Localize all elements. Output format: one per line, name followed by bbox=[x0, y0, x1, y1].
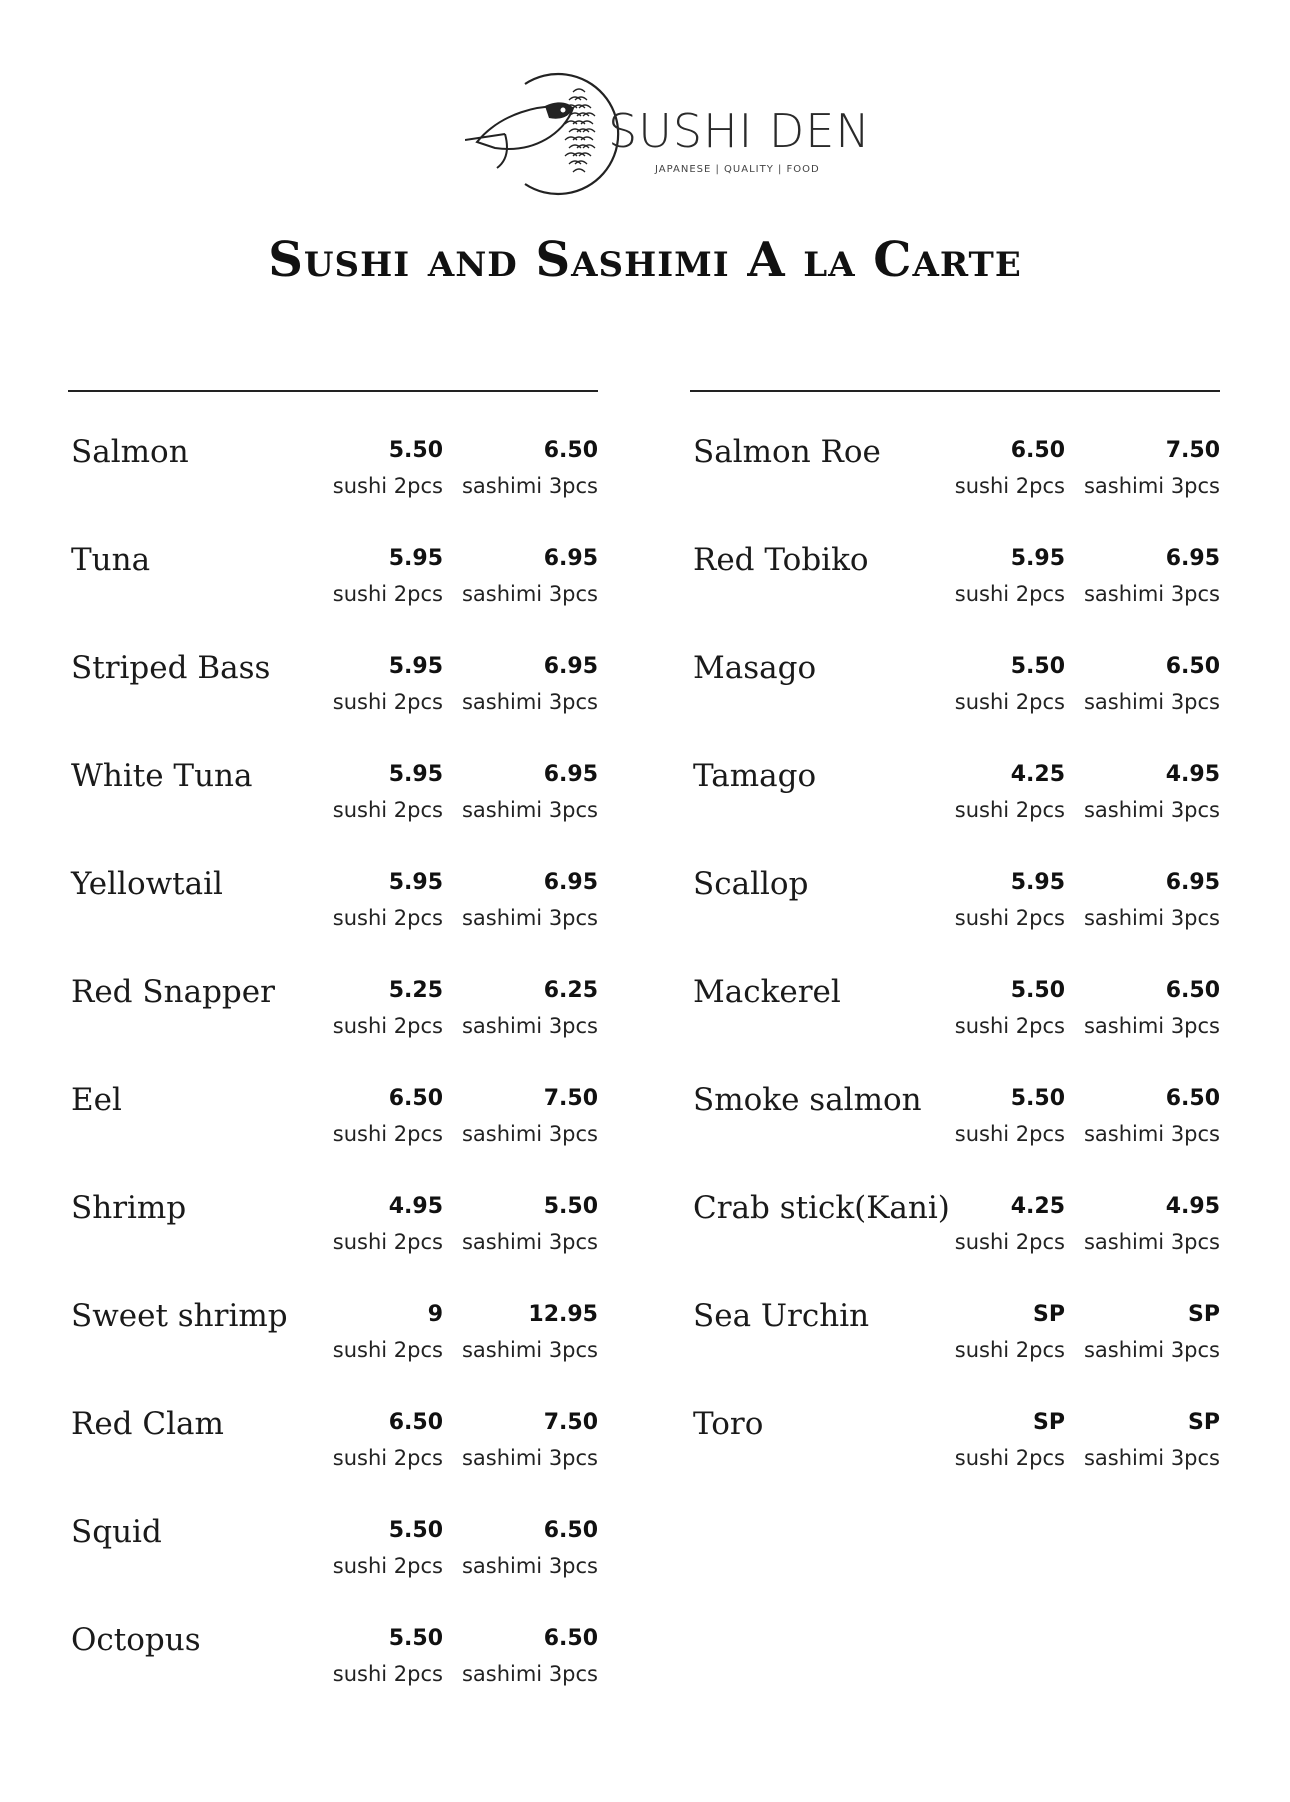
menu-item-name: Masago bbox=[693, 650, 817, 686]
sashimi-portion-label: sashimi 3pcs bbox=[1083, 474, 1220, 498]
sashimi-price-block bbox=[462, 758, 598, 828]
menu-item bbox=[68, 1404, 598, 1512]
menu-item-name: Sea Urchin bbox=[693, 1298, 870, 1334]
sushi-portion-label: sushi 2pcs bbox=[954, 906, 1065, 930]
sashimi-price: 6.50 bbox=[1165, 978, 1220, 1003]
sashimi-price-block bbox=[462, 542, 598, 612]
sushi-price: 9 bbox=[427, 1302, 443, 1327]
sashimi-price: 6.25 bbox=[543, 978, 598, 1003]
menu-item-name: Red Clam bbox=[71, 1406, 224, 1442]
sushi-price-block bbox=[955, 866, 1065, 936]
sushi-portion-label: sushi 2pcs bbox=[954, 582, 1065, 606]
sushi-price-block bbox=[333, 1406, 443, 1476]
sashimi-portion-label: sashimi 3pcs bbox=[461, 1014, 598, 1038]
sushi-price-block bbox=[333, 434, 443, 504]
sushi-price: 5.50 bbox=[1010, 978, 1065, 1003]
menu-list-left bbox=[68, 432, 598, 1728]
sashimi-price-block bbox=[462, 1406, 598, 1476]
sushi-price-block bbox=[955, 434, 1065, 504]
menu-list-right bbox=[690, 432, 1220, 1512]
column-divider bbox=[690, 390, 1220, 392]
sashimi-portion-label: sashimi 3pcs bbox=[461, 906, 598, 930]
sushi-price: 5.95 bbox=[388, 870, 443, 895]
sashimi-price: 6.50 bbox=[1165, 1086, 1220, 1111]
menu-item bbox=[690, 1188, 1220, 1296]
sashimi-portion-label: sashimi 3pcs bbox=[461, 474, 598, 498]
sushi-portion-label: sushi 2pcs bbox=[954, 1014, 1065, 1038]
sushi-price-block bbox=[955, 542, 1065, 612]
menu-item bbox=[68, 1188, 598, 1296]
menu-item-name: Red Snapper bbox=[71, 974, 275, 1010]
menu-item bbox=[690, 864, 1220, 972]
sushi-price: 6.50 bbox=[388, 1410, 443, 1435]
sushi-price: SP bbox=[1033, 1302, 1065, 1327]
menu-item bbox=[68, 756, 598, 864]
sashimi-portion-label: sashimi 3pcs bbox=[461, 1122, 598, 1146]
menu-item bbox=[68, 972, 598, 1080]
sushi-portion-label: sushi 2pcs bbox=[332, 1446, 443, 1470]
menu-item-name: Eel bbox=[71, 1082, 122, 1118]
sushi-price: 5.95 bbox=[388, 762, 443, 787]
sashimi-portion-label: sashimi 3pcs bbox=[461, 1230, 598, 1254]
sushi-price-block bbox=[955, 1406, 1065, 1476]
menu-item bbox=[68, 1620, 598, 1728]
sashimi-price: SP bbox=[1188, 1410, 1220, 1435]
sushi-price-block bbox=[333, 974, 443, 1044]
sashimi-price-block bbox=[462, 1622, 598, 1692]
menu-item-name: Tamago bbox=[693, 758, 817, 794]
sushi-price: 4.25 bbox=[1010, 1194, 1065, 1219]
menu-item bbox=[690, 1404, 1220, 1512]
sashimi-price-block bbox=[462, 1514, 598, 1584]
column-divider bbox=[68, 390, 598, 392]
sashimi-price: 6.95 bbox=[543, 762, 598, 787]
sashimi-price-block bbox=[462, 974, 598, 1044]
menu-item-name: Octopus bbox=[71, 1622, 201, 1658]
menu-item-name: Crab stick(Kani) bbox=[693, 1190, 950, 1226]
menu-item bbox=[68, 1296, 598, 1404]
menu-item-name: Salmon bbox=[71, 434, 189, 470]
sashimi-price-block bbox=[462, 1190, 598, 1260]
sushi-portion-label: sushi 2pcs bbox=[954, 1338, 1065, 1362]
sashimi-price: 6.95 bbox=[543, 870, 598, 895]
sashimi-price: 6.95 bbox=[1165, 870, 1220, 895]
sashimi-price: 6.50 bbox=[543, 438, 598, 463]
sashimi-price-block bbox=[462, 1298, 598, 1368]
sashimi-portion-label: sashimi 3pcs bbox=[1083, 798, 1220, 822]
sushi-portion-label: sushi 2pcs bbox=[332, 1122, 443, 1146]
sushi-price-block bbox=[333, 1298, 443, 1368]
sashimi-price-block bbox=[1084, 758, 1220, 828]
sashimi-price-block bbox=[1084, 1298, 1220, 1368]
sashimi-price: 4.95 bbox=[1165, 762, 1220, 787]
menu-column-left bbox=[68, 390, 598, 1728]
sashimi-portion-label: sashimi 3pcs bbox=[1083, 1122, 1220, 1146]
menu-item-name: Red Tobiko bbox=[693, 542, 869, 578]
sushi-price: 5.50 bbox=[388, 1626, 443, 1651]
menu-item-name: Squid bbox=[71, 1514, 162, 1550]
sushi-price: 5.50 bbox=[388, 1518, 443, 1543]
sashimi-portion-label: sashimi 3pcs bbox=[461, 690, 598, 714]
sashimi-price: SP bbox=[1188, 1302, 1220, 1327]
sushi-portion-label: sushi 2pcs bbox=[332, 690, 443, 714]
sushi-portion-label: sushi 2pcs bbox=[332, 1230, 443, 1254]
page-title: Sushi and Sashimi A la Carte bbox=[268, 232, 1022, 288]
sashimi-portion-label: sashimi 3pcs bbox=[1083, 582, 1220, 606]
menu-item-name: White Tuna bbox=[71, 758, 253, 794]
menu-item bbox=[68, 864, 598, 972]
sushi-portion-label: sushi 2pcs bbox=[332, 906, 443, 930]
sushi-price-block bbox=[955, 974, 1065, 1044]
menu-item bbox=[68, 432, 598, 540]
sushi-price-block bbox=[955, 1298, 1065, 1368]
sushi-price-block bbox=[333, 758, 443, 828]
sushi-portion-label: sushi 2pcs bbox=[332, 1662, 443, 1686]
sushi-portion-label: sushi 2pcs bbox=[954, 690, 1065, 714]
sushi-price-block bbox=[333, 1514, 443, 1584]
menu-item-name: Sweet shrimp bbox=[71, 1298, 288, 1334]
sashimi-price: 5.50 bbox=[543, 1194, 598, 1219]
menu-item bbox=[68, 540, 598, 648]
sushi-price: 4.25 bbox=[1010, 762, 1065, 787]
menu-item bbox=[68, 1080, 598, 1188]
menu-item bbox=[68, 1512, 598, 1620]
sushi-price: 4.95 bbox=[388, 1194, 443, 1219]
sashimi-portion-label: sashimi 3pcs bbox=[461, 798, 598, 822]
sushi-portion-label: sushi 2pcs bbox=[954, 1122, 1065, 1146]
sashimi-price: 6.50 bbox=[1165, 654, 1220, 679]
sashimi-price-block bbox=[462, 866, 598, 936]
sushi-price: 6.50 bbox=[1010, 438, 1065, 463]
menu-item-name: Yellowtail bbox=[71, 866, 223, 902]
sushi-price-block bbox=[955, 650, 1065, 720]
menu-item-name: Tuna bbox=[71, 542, 151, 578]
sashimi-price-block bbox=[462, 434, 598, 504]
sashimi-price-block bbox=[1084, 866, 1220, 936]
sashimi-portion-label: sashimi 3pcs bbox=[1083, 1230, 1220, 1254]
menu-item bbox=[690, 1080, 1220, 1188]
sashimi-price-block bbox=[1084, 542, 1220, 612]
sushi-price: 5.95 bbox=[1010, 546, 1065, 571]
menu-column-right bbox=[690, 390, 1220, 1512]
sushi-portion-label: sushi 2pcs bbox=[332, 1554, 443, 1578]
sashimi-price: 7.50 bbox=[543, 1410, 598, 1435]
sashimi-portion-label: sashimi 3pcs bbox=[461, 1662, 598, 1686]
sashimi-price-block bbox=[1084, 1406, 1220, 1476]
sushi-price-block bbox=[333, 1622, 443, 1692]
sushi-price-block bbox=[333, 1082, 443, 1152]
brand-name: SUSHI DEN bbox=[608, 104, 871, 158]
sushi-price: SP bbox=[1033, 1410, 1065, 1435]
brand-tagline: JAPANESE | QUALITY | FOOD bbox=[655, 164, 820, 175]
menu-item-name: Shrimp bbox=[71, 1190, 187, 1226]
sushi-portion-label: sushi 2pcs bbox=[954, 1446, 1065, 1470]
sashimi-price: 12.95 bbox=[528, 1302, 598, 1327]
sushi-price-block bbox=[955, 1082, 1065, 1152]
menu-item bbox=[690, 540, 1220, 648]
menu-item-name: Smoke salmon bbox=[693, 1082, 922, 1118]
sushi-portion-label: sushi 2pcs bbox=[954, 1230, 1065, 1254]
sashimi-portion-label: sashimi 3pcs bbox=[1083, 1446, 1220, 1470]
menu-item bbox=[690, 972, 1220, 1080]
sushi-price: 5.25 bbox=[388, 978, 443, 1003]
sushi-price: 5.50 bbox=[388, 438, 443, 463]
sashimi-price: 7.50 bbox=[1165, 438, 1220, 463]
menu-item-name: Toro bbox=[693, 1406, 764, 1442]
sashimi-portion-label: sashimi 3pcs bbox=[1083, 1014, 1220, 1038]
sashimi-portion-label: sashimi 3pcs bbox=[461, 1554, 598, 1578]
sushi-price-block bbox=[333, 1190, 443, 1260]
sushi-price-block bbox=[955, 1190, 1065, 1260]
sashimi-portion-label: sashimi 3pcs bbox=[1083, 906, 1220, 930]
sashimi-price-block bbox=[1084, 434, 1220, 504]
sushi-price: 5.50 bbox=[1010, 1086, 1065, 1111]
sushi-price-block bbox=[333, 866, 443, 936]
sashimi-portion-label: sashimi 3pcs bbox=[461, 582, 598, 606]
sashimi-price-block bbox=[1084, 1190, 1220, 1260]
sushi-price: 5.50 bbox=[1010, 654, 1065, 679]
sashimi-price: 6.95 bbox=[543, 654, 598, 679]
menu-item bbox=[690, 756, 1220, 864]
sashimi-portion-label: sashimi 3pcs bbox=[461, 1338, 598, 1362]
menu-item bbox=[690, 1296, 1220, 1404]
sashimi-price-block bbox=[1084, 1082, 1220, 1152]
menu-item-name: Mackerel bbox=[693, 974, 841, 1010]
sashimi-price: 6.50 bbox=[543, 1518, 598, 1543]
sashimi-portion-label: sashimi 3pcs bbox=[1083, 1338, 1220, 1362]
sashimi-price: 6.95 bbox=[1165, 546, 1220, 571]
sashimi-price: 7.50 bbox=[543, 1086, 598, 1111]
sashimi-price-block bbox=[462, 650, 598, 720]
sushi-price-block bbox=[333, 650, 443, 720]
sushi-price-block bbox=[333, 542, 443, 612]
sashimi-price-block bbox=[1084, 650, 1220, 720]
sashimi-price: 6.95 bbox=[543, 546, 598, 571]
sashimi-portion-label: sashimi 3pcs bbox=[461, 1446, 598, 1470]
menu-item-name: Salmon Roe bbox=[693, 434, 881, 470]
menu-item bbox=[68, 648, 598, 756]
sushi-portion-label: sushi 2pcs bbox=[332, 798, 443, 822]
sashimi-portion-label: sashimi 3pcs bbox=[1083, 690, 1220, 714]
menu-item-name: Scallop bbox=[693, 866, 809, 902]
sashimi-price-block bbox=[462, 1082, 598, 1152]
sushi-portion-label: sushi 2pcs bbox=[332, 582, 443, 606]
sushi-portion-label: sushi 2pcs bbox=[954, 798, 1065, 822]
sushi-price: 6.50 bbox=[388, 1086, 443, 1111]
sashimi-price: 6.50 bbox=[543, 1626, 598, 1651]
menu-item bbox=[690, 432, 1220, 540]
sushi-portion-label: sushi 2pcs bbox=[332, 1014, 443, 1038]
menu-item-name: Striped Bass bbox=[71, 650, 271, 686]
menu-item bbox=[690, 648, 1220, 756]
sushi-price: 5.95 bbox=[388, 654, 443, 679]
sushi-price-block bbox=[955, 758, 1065, 828]
sashimi-price: 4.95 bbox=[1165, 1194, 1220, 1219]
sushi-portion-label: sushi 2pcs bbox=[954, 474, 1065, 498]
sushi-price: 5.95 bbox=[1010, 870, 1065, 895]
sashimi-price-block bbox=[1084, 974, 1220, 1044]
sushi-portion-label: sushi 2pcs bbox=[332, 1338, 443, 1362]
sushi-portion-label: sushi 2pcs bbox=[332, 474, 443, 498]
sushi-price: 5.95 bbox=[388, 546, 443, 571]
